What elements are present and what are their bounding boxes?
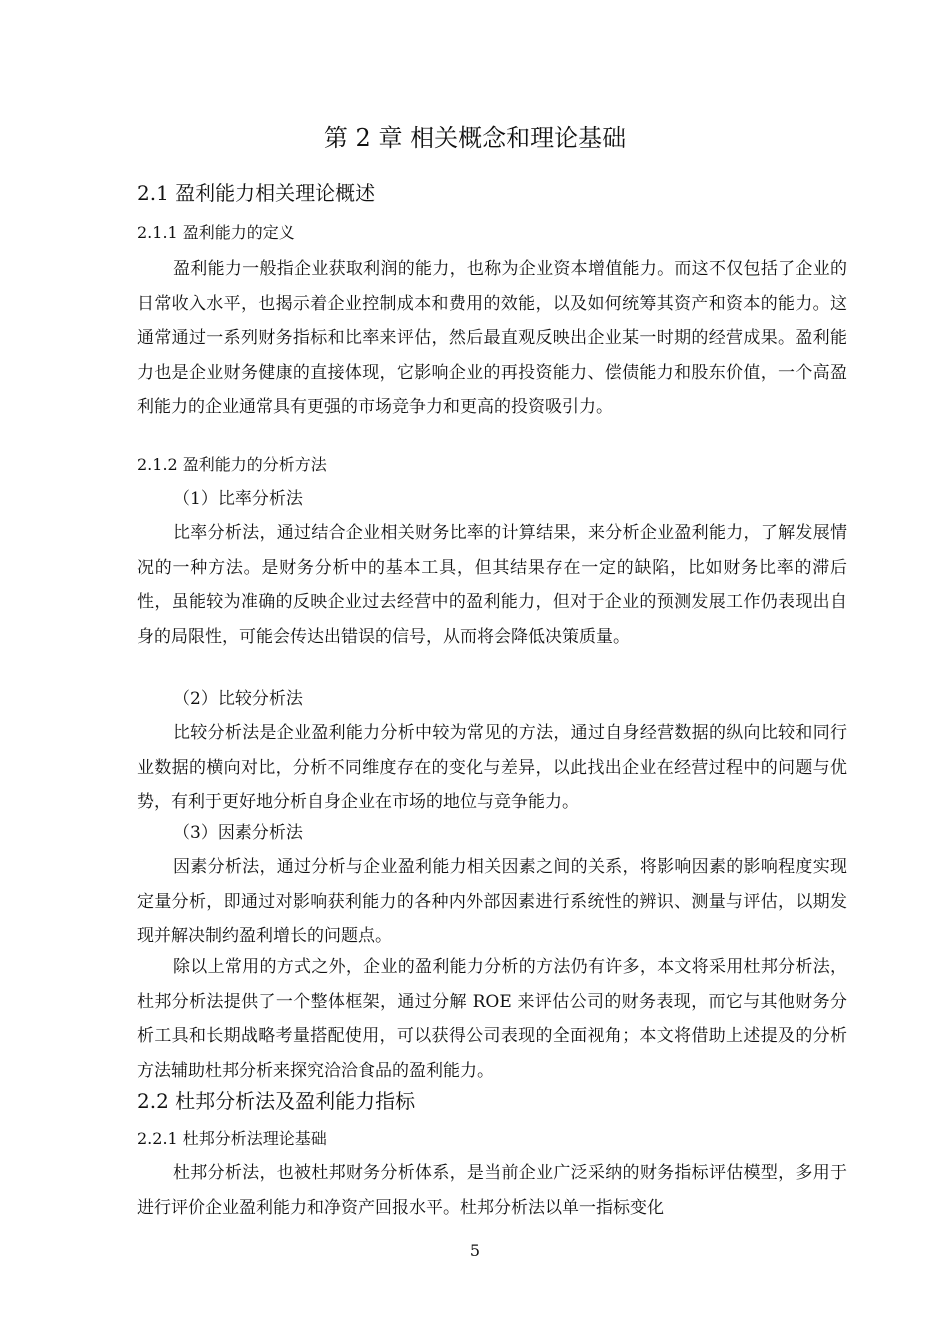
- section-2-1-1-heading: 2.1.1 盈利能力的定义: [137, 223, 295, 242]
- factor-analysis-paragraph: 因素分析法，通过分析与企业盈利能力相关因素之间的关系，将影响因素的影响程度实现定量分析，即通过对影响获利能力的各种内外部因素进行系统性的辨识、测量与评估，以期发现并解决制约盈利增长的问题点。: [137, 857, 847, 946]
- comparative-analysis-title: （2）比较分析法: [173, 689, 303, 709]
- comparative-analysis-paragraph: 比较分析法是企业盈利能力分析中较为常见的方法，通过自身经营数据的纵向比较和同行业数据的横向对比，分析不同维度存在的变化与差异，以此找出企业在经营过程中的问题与优势，有利于更好地分析自身企业在市场的地位与竞争能力。: [137, 723, 847, 812]
- dupont-theory-paragraph: 杜邦分析法，也被杜邦财务分析体系，是当前企业广泛采纳的财务指标评估模型，多用于进行评价企业盈利能力和净资产回报水平。杜邦分析法以单一指标变化: [137, 1163, 847, 1218]
- methods-summary-paragraph: 除以上常用的方式之外，企业的盈利能力分析的方法仍有许多，本文将采用杜邦分析法，杜邦分析法提供了一个整体框架，通过分解 ROE 来评估公司的财务表现，而它与其他财务分析工具和长期战略考量搭配使用，可以获得公司表现的全面视角；本文将借助上述提及的分析方法辅助杜邦分析来探究洽洽食品的盈利能力。: [137, 957, 847, 1081]
- section-2-1-heading: 2.1 盈利能力相关理论概述: [137, 181, 376, 205]
- factor-analysis-title: （3）因素分析法: [173, 823, 303, 843]
- section-2-2-heading: 2.2 杜邦分析法及盈利能力指标: [137, 1089, 416, 1113]
- chapter-title: 第 2 章 相关概念和理论基础: [323, 124, 627, 152]
- page-number: 5: [469, 1241, 481, 1260]
- ratio-analysis-paragraph: 比率分析法，通过结合企业相关财务比率的计算结果，来分析企业盈利能力，了解发展情况的一种方法。是财务分析中的基本工具，但其结果存在一定的缺陷，比如财务比率的滞后性，虽能较为准确的反映企业过去经营中的盈利能力，但对于企业的预测发展工作仍表现出自身的局限性，可能会传达出错误的信号，从而将会降低决策质量。: [137, 523, 847, 647]
- ratio-analysis-title: （1）比率分析法: [173, 489, 303, 509]
- section-2-2-1-heading: 2.2.1 杜邦分析法理论基础: [137, 1129, 327, 1148]
- profitability-definition-paragraph: 盈利能力一般指企业获取利润的能力，也称为企业资本增值能力。而这不仅包括了企业的日常收入水平，也揭示着企业控制成本和费用的效能，以及如何统筹其资产和资本的能力。这通常通过一系列财务指标和比率来评估，然后最直观反映出企业某一时期的经营成果。盈利能力也是企业财务健康的直接体现，它影响企业的再投资能力、偿债能力和股东价值，一个高盈利能力的企业通常具有更强的市场竞争力和更高的投资吸引力。: [137, 259, 847, 417]
- section-2-1-2-heading: 2.1.2 盈利能力的分析方法: [137, 455, 327, 474]
